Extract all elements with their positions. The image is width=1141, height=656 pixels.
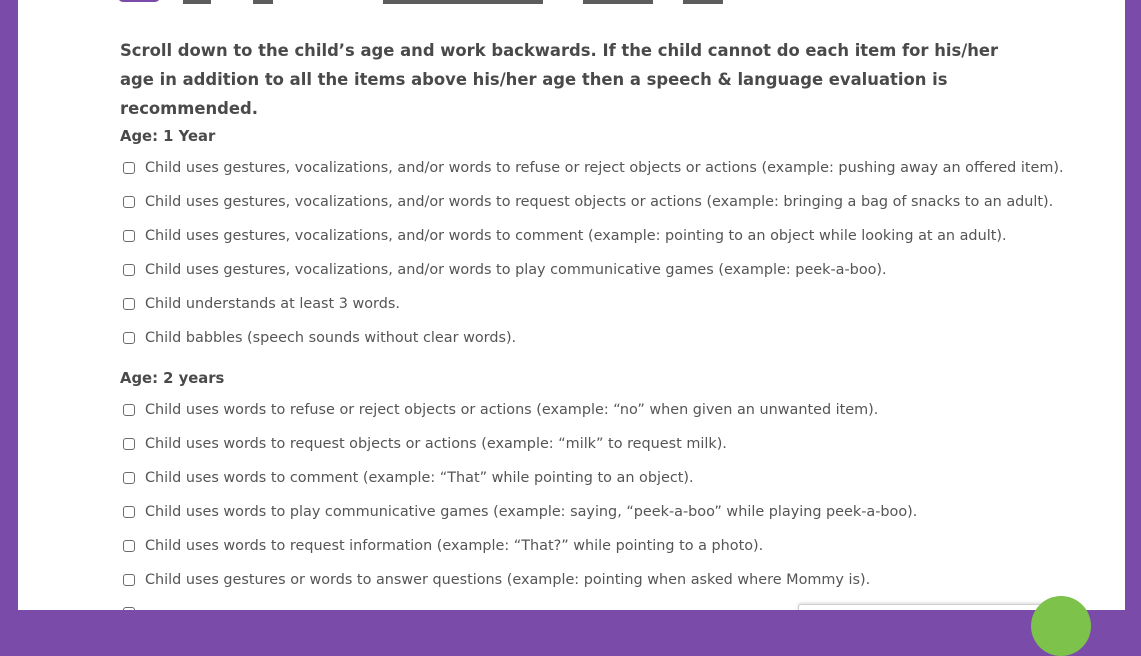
- checklist-item[interactable]: [123, 400, 878, 420]
- checkbox[interactable]: [123, 196, 135, 208]
- checkbox[interactable]: [123, 438, 135, 450]
- checklist-item-label: Child uses gestures, vocalizations, and/or words to request objects or actions (example: bringing a bag of snacks to an adult).: [145, 194, 1054, 210]
- checklist-item-label: Child uses gestures or words to answer questions (example: pointing when asked where Mommy is).: [145, 572, 871, 588]
- checklist-item[interactable]: [123, 468, 694, 488]
- checklist-item-label: Child uses gestures, vocalizations, and/or words to refuse or reject objects or actions (example: pushing away an offered item).: [145, 160, 1064, 176]
- checkbox[interactable]: [123, 540, 135, 552]
- checkbox[interactable]: [123, 506, 135, 518]
- page-title-cropped: [183, 0, 723, 4]
- checkbox[interactable]: [123, 264, 135, 276]
- title-icon-chip: [118, 0, 160, 2]
- checklist-item-label: Child uses words to request information (example: “That?” while pointing to a photo).: [145, 538, 764, 554]
- checklist-item-cut-off[interactable]: [123, 603, 145, 610]
- checklist-item[interactable]: [123, 226, 1007, 246]
- checkbox[interactable]: [123, 332, 135, 344]
- checklist-item-label: Child babbles (speech sounds without clear words).: [145, 330, 517, 346]
- chat-launcher-button[interactable]: [1031, 596, 1091, 656]
- checklist-item-label: Child uses words to play communicative games (example: saying, “peek-a-boo” while playing peek-a-boo).: [145, 504, 918, 520]
- checkbox[interactable]: [123, 404, 135, 416]
- floating-message-bar[interactable]: [798, 604, 1048, 610]
- checklist-item[interactable]: [123, 158, 1064, 178]
- checkbox[interactable]: [123, 230, 135, 242]
- checklist-item[interactable]: [123, 294, 400, 314]
- checkbox[interactable]: [123, 472, 135, 484]
- checkbox[interactable]: [123, 298, 135, 310]
- checkbox[interactable]: [123, 574, 135, 586]
- checklist-card: [18, 0, 1125, 610]
- checklist-item-label: Child uses words to refuse or reject objects or actions (example: “no” when given an unwanted item).: [145, 402, 879, 418]
- section-heading-age-1: Age: 1 Year: [120, 128, 216, 145]
- section-heading-age-2: Age: 2 years: [120, 370, 225, 387]
- intro-text: Scroll down to the child’s age and work backwards. If the child cannot do each item for his/her age in addition to all the items above his/her age then a speech & language evaluation is recommended.: [120, 41, 999, 118]
- checklist-item-label: Child uses words to request objects or actions (example: “milk” to request milk).: [145, 436, 727, 452]
- checklist-item[interactable]: [123, 536, 763, 556]
- checklist-item[interactable]: [123, 328, 516, 348]
- checklist-item-label: Child uses words to comment (example: “That” while pointing to an object).: [145, 470, 694, 486]
- checklist-item-label: Child uses gestures, vocalizations, and/or words to comment (example: pointing to an object while looking at an adult).: [145, 228, 1007, 244]
- checkbox[interactable]: [123, 162, 135, 174]
- checklist-item-label: Child uses gestures, vocalizations, and/or words to play communicative games (example: peek-a-boo).: [145, 262, 887, 278]
- checklist-item[interactable]: [123, 570, 870, 590]
- checklist-item[interactable]: [123, 192, 1053, 212]
- checklist-item[interactable]: [123, 434, 727, 454]
- checklist-item[interactable]: [123, 260, 887, 280]
- checklist-item[interactable]: [123, 502, 917, 522]
- checklist-item-label: Child understands at least 3 words.: [145, 296, 400, 312]
